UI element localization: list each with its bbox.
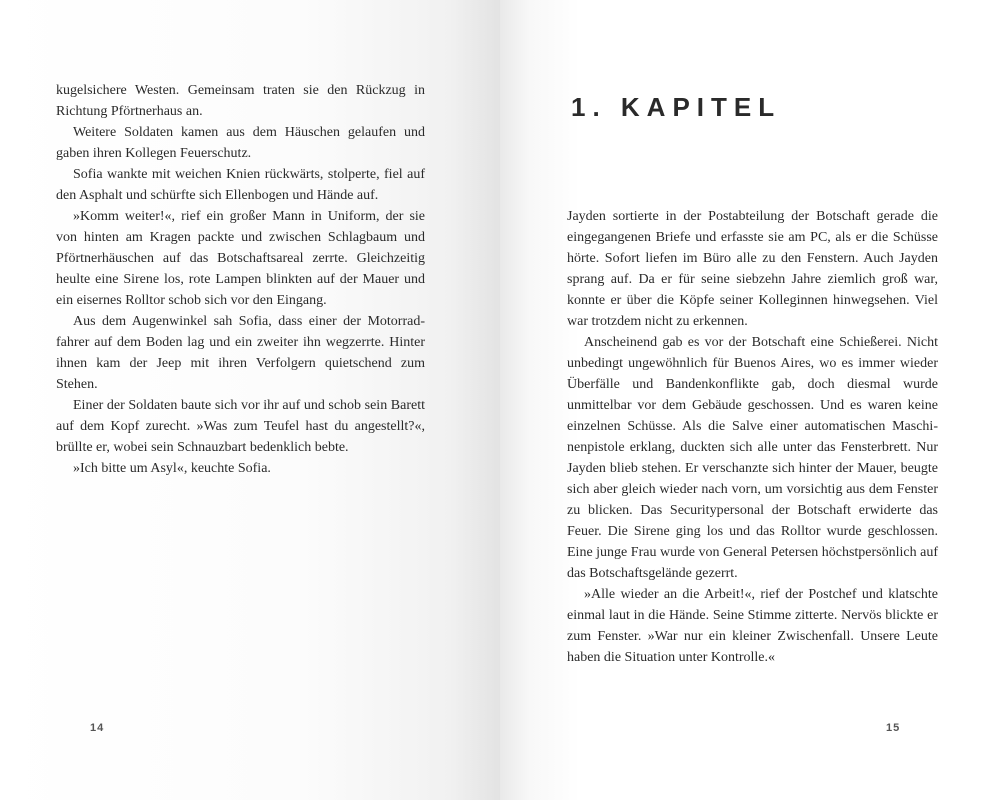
paragraph: »Alle wieder an die Arbeit!«, rief der Postchef und klatschte einmal laut in die Hände. Seine Stimme zitterte. Nervös blickte er zum Fenster. »War nur ein kleiner Zwischenfall. Unsere Leute haben die Situation unter Kontrolle.« (567, 587, 938, 665)
page-number-left: 14 (90, 722, 105, 734)
paragraph: Weitere Soldaten kamen aus dem Häuschen gelaufen und gaben ihren Kollegen Feuerschutz. (56, 125, 425, 161)
paragraph: Sofia wankte mit weichen Knien rückwärts, stolperte, fiel auf den Asphalt und schürfte sich Ellenbogen und Hände auf. (56, 167, 425, 203)
paragraph: Jayden sortierte in der Postabteilung der Botschaft gerade die eingegangenen Briefe und erfasste sie am PC, als er die Schüsse hörte. Sofort liefen im Büro alle zu den Fenstern. Auch Jayden sprang auf. Da er für seine siebzehn Jahre ziemlich groß war, konnte er über die Köpfe seiner Kolleginnen hinwegsehen. Viel war trotzdem nicht zu erkennen. (567, 209, 938, 329)
paragraph: Anscheinend gab es vor der Botschaft eine Schießerei. Nicht unbedingt ungewöhnlich für Buenos Aires, wo es immer wieder Überfälle und Bandenkonflikte gab, doch diesmal wurde unmittelbar vor dem Gebäude geschossen. Und es waren keine einzelnen Schüsse. Als die Salve einer automatischen Maschinenpistole erklang, duckten sich alle unter das Fensterbrett. Nur Jayden blieb stehen. Er verschanzte sich hinter der Mauer, beugte sich aber gleich wieder nach vorn, um vorsichtig aus dem Fenster zu blicken. Das Securitypersonal der Botschaft erwiderte das Feuer. Die Sirene ging los und das Rolltor wurde geschlossen. Eine junge Frau wurde von General Petersen höchstpersönlich auf das Botschaftsgelände gezerrt. (567, 335, 938, 581)
page-number-right: 15 (886, 722, 901, 734)
paragraph: Einer der Soldaten baute sich vor ihr auf und schob sein Barett auf dem Kopf zurecht. »Was zum Teufel hast du angestellt?«, brüllte er, wobei sein Schnauzbart bedenklich bebte. (56, 398, 425, 455)
chapter-title: 1. KAPITEL (571, 92, 782, 122)
paragraph: Aus dem Augenwinkel sah Sofia, dass einer der Motorradfahrer auf dem Boden lag und ein zweiter ihn wegzerrte. Hinter ihnen kam der Jeep mit ihren Verfolgern quietschend zum Stehen. (56, 314, 425, 392)
paragraph: »Komm weiter!«, rief ein großer Mann in Uniform, der sie von hinten am Kragen packte und zwischen Schlagbaum und Pförtnerhäuschen auf das Botschaftsareal zerrte. Gleichzeitig heulte eine Sirene los, rote Lampen blinkten auf der Mauer und ein eisernes Rolltor schob sich vor den Eingang. (56, 209, 425, 308)
paragraph: kugelsichere Westen. Gemeinsam traten sie den Rückzug in Richtung Pförtnerhaus an. (56, 83, 425, 119)
paragraph: »Ich bitte um Asyl«, keuchte Sofia. (73, 461, 271, 476)
left-page-body (56, 80, 425, 479)
right-page-body (567, 206, 938, 668)
